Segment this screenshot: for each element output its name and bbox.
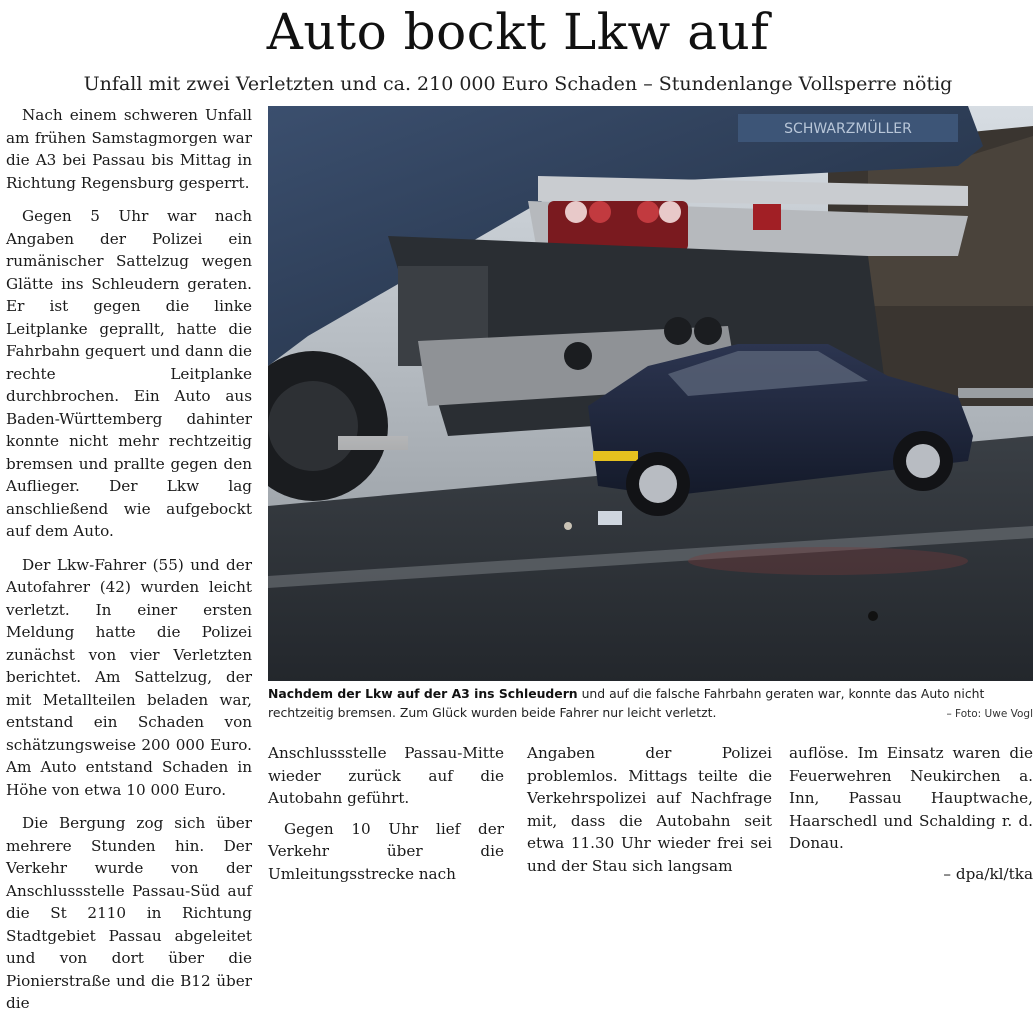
article-column-3 (527, 742, 772, 885)
paragraph: Nach einem schweren Unfall am frühen Samstagmorgen war die A3 bei Passau bis Mittag in Richtung Regensburg gesperrt. (6, 106, 252, 192)
trailer-brand-text: SCHWARZMÜLLER (784, 121, 912, 137)
photo-credit: – Foto: Uwe Vogl (946, 708, 1033, 720)
subheadline: Unfall mit zwei Verletzten und ca. 210 000 Euro Schaden – Stundenlange Vollsperre nötig (83, 73, 953, 95)
paragraph: Die Bergung zog sich über mehrere Stunden hin. Der Verkehr wurde von der Anschlussstelle Passau-Süd auf die St 2110 in Richtung Stadtgebiet Passau abgeleitet und von dort über die Pionierstraße und die B12 über die (6, 814, 252, 1012)
paragraph: auflöse. Im Einsatz waren die Feuerwehren Neukirchen a. Inn, Passau Hauptwache, Haarschedl und Schalding r. d. Donau. (789, 744, 1033, 852)
paragraph: Der Lkw-Fahrer (55) und der Autofahrer (42) wurden leicht verletzt. In einer ersten Meldung hatte die Polizei zunächst von vier Verletzten berichtet. Am Sattelzug, der mit Metallteilen beladen war, entstand ein Schaden von schätzungsweise 200 000 Euro. Am Auto entstand Schaden in Höhe von etwa 10 000 Euro. (6, 555, 252, 799)
article-column-2 (268, 742, 504, 893)
paragraph: Angaben der Polizei problemlos. Mittags teilte die Verkehrspolizei auf Nachfrage mit, dass die Autobahn seit etwa 11.30 Uhr wieder frei sei und der Stau sich langsam (527, 744, 772, 875)
accident-photo (268, 106, 1033, 681)
headline: Auto bockt Lkw auf (266, 3, 770, 61)
paragraph: Gegen 5 Uhr war nach Angaben der Polizei ein rumänischer Sattelzug wegen Glätte ins Schleudern geraten. Er ist gegen die linke Leitplanke geprallt, hatte die Fahrbahn gequert und dann die rechte Leitplanke durchbrochen. Ein Auto aus Baden-Württemberg dahinter konnte nicht mehr rechtzeitig bremsen und prallte gegen den Auflieger. Der Lkw lag anschließend wie aufgebockt auf dem Auto. (6, 207, 252, 540)
caption-text: und auf die falsche Fahrbahn geraten war, konnte das Auto nicht rechtzeitig bremsen. Zum Glück wurden beide Fahrer nur leicht verletzt. (268, 686, 985, 720)
article-column-1 (6, 104, 252, 1026)
author-signature: – dpa/kl/tka (943, 864, 1033, 883)
photo-caption (268, 684, 1033, 722)
paragraph: Gegen 10 Uhr lief der Verkehr über die Umleitungsstrecke nach (268, 819, 504, 883)
caption-bold: Nachdem der Lkw auf der A3 ins Schleudern (268, 686, 578, 701)
paragraph: Anschlussstelle Passau-Mitte wieder zurück auf die Autobahn geführt. (268, 744, 504, 807)
article-column-4 (789, 742, 1033, 893)
